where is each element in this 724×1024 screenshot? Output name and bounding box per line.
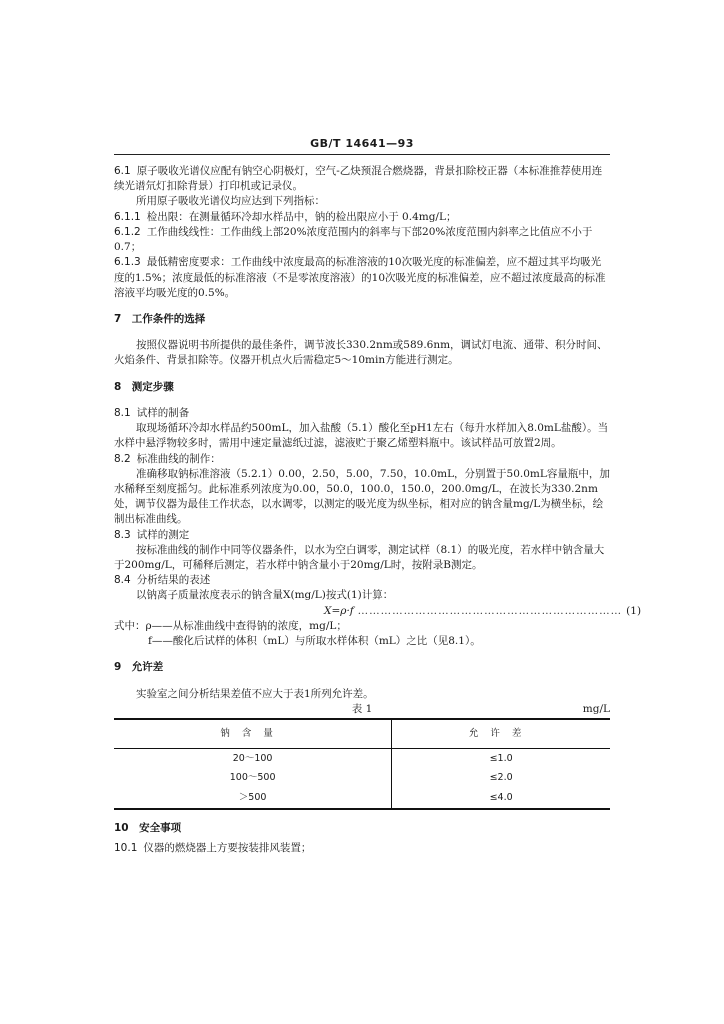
clause-6-1-1 xyxy=(114,210,610,225)
table-row xyxy=(114,788,610,809)
table-row xyxy=(114,768,610,788)
where-prefix: 式中： xyxy=(114,619,146,632)
clause-number: 8.1 xyxy=(114,406,131,419)
clause-number: 10.1 xyxy=(114,842,138,855)
table-unit: mg/L xyxy=(582,702,610,715)
clause-6-1 xyxy=(114,164,610,194)
table-1-caption-row xyxy=(114,702,610,718)
clause-number: 8.3 xyxy=(114,528,131,541)
clause-6-1-2 xyxy=(114,225,610,255)
clause-number: 6.1.3 xyxy=(114,256,141,269)
clause-number: 6.1.2 xyxy=(114,225,141,238)
formula-leader-dots: …………………………………………………………… xyxy=(357,604,623,617)
header-rule xyxy=(114,154,610,155)
definition-text: ρ——从标准曲线中查得钠的浓度，mg/L； xyxy=(145,619,347,632)
clause-text: 仪器的燃烧器上方要按装排风装置； xyxy=(143,842,312,855)
section-8-heading: 8 测定步骤 xyxy=(114,380,174,393)
formula-1 xyxy=(114,604,642,619)
clause-number: 6.1.1 xyxy=(114,210,141,223)
table-cell: ≤2.0 xyxy=(489,772,513,784)
section-7-heading: 7 工作条件的选择 xyxy=(114,312,206,325)
column-header-allowable-difference: 允许差 xyxy=(468,727,534,739)
clause-10-1 xyxy=(114,841,610,856)
table-cell: ≤1.0 xyxy=(489,752,513,764)
clause-6-1-intro: 所用原子吸收光谱仪均应达到下列指标： xyxy=(136,195,325,208)
clause-8-4-heading xyxy=(114,573,610,588)
clause-6-1-3 xyxy=(114,255,610,301)
section-9-text: 实验室之间分析结果差值不应大于表1所列允许差。 xyxy=(136,687,374,700)
column-header-sodium-content: 钠含量 xyxy=(114,719,392,748)
document-body xyxy=(114,164,642,856)
table-1 xyxy=(114,718,610,810)
clause-8-2-heading xyxy=(114,452,610,467)
clause-8-1-heading xyxy=(114,406,610,421)
clause-text: 检出限：在测量循环冷却水样品中，钠的检出限应小于 0.4mg/L； xyxy=(146,210,457,223)
standard-code-header: GB/T 14641—93 xyxy=(310,137,414,150)
table-cell: 20～100 xyxy=(114,748,392,768)
table-header-row xyxy=(114,719,610,748)
section-9-heading: 9 允许差 xyxy=(114,661,164,674)
section-10-heading: 10 安全事项 xyxy=(114,821,182,834)
table-cell: ≤4.0 xyxy=(489,792,513,804)
clause-text: 原子吸收光谱仪应配有钠空心阴极灯，空气-乙炔预混合燃烧器，背景扣除校正器（本标准推荐使用连续光谱氘灯扣除背景）打印机或记录仪。 xyxy=(114,165,603,193)
clause-8-2-text: 准确移取钠标准溶液（5.2.1）0.00，2.50，5.00，7.50，10.0mL，分别置于50.0mL容量瓶中，加水稀释至刻度摇匀。此标准系列浓度为0.00，50.0，100.0，150.0，200.0mg/L，在波长为330.2nm处，调节仪器为最佳工作状态，以水调零，以测定的吸光度为纵坐标，相对应的钠含量mg/L为横坐标，绘制出标准曲线。 xyxy=(114,467,610,526)
formula-definition-rho xyxy=(114,619,610,634)
formula-expression: X=ρ·f xyxy=(324,604,354,617)
table-caption: 表 1 xyxy=(351,702,373,715)
clause-number: 6.1 xyxy=(114,165,131,177)
clause-text: 工作曲线线性：工作曲线上部20%浓度范围内的斜率与下部20%浓度范围内斜率之比值应不小于0.7； xyxy=(114,225,593,254)
section-7-text: 按照仪器说明书所提供的最佳条件，调节波长330.2nm或589.6nm，调试灯电流、通带、积分时间、火焰条件、背景扣除等。仪器开机点火后需稳定5～10min方能进行测定。 xyxy=(114,339,608,367)
clause-number: 8.4 xyxy=(114,574,131,587)
table-row xyxy=(114,748,610,768)
clause-8-3-text: 按标准曲线的制作中同等仪器条件，以水为空白调零，测定试样（8.1）的吸光度，若水样中钠含量大于200mg/L，可稀释后测定，若水样中钠含量小于20mg/L时，按附录B测定。 xyxy=(114,543,605,572)
formula-number: (1) xyxy=(626,604,642,617)
table-cell: ＞500 xyxy=(114,788,392,809)
clause-8-1-text: 取现场循环冷却水样品约500mL，加入盐酸（5.1）酸化至pH1左右（每升水样加入8.0mL盐酸）。当水样中悬浮物较多时，需用中速定量滤纸过滤，滤液贮于聚乙烯塑料瓶中。该试样品可放置2周。 xyxy=(114,422,609,450)
clause-title: 分析结果的表述 xyxy=(136,574,211,587)
formula-definition-f: f——酸化后试样的体积（mL）与所取水样体积（mL）之比（见8.1）。 xyxy=(148,635,481,648)
clause-text: 最低精密度要求：工作曲线中浓度最高的标准溶液的10次吸光度的标准偏差，应不超过其平均吸光度的1.5%；浓度最低的标准溶液（不是零浓度溶液）的10次吸光度的标准偏差，应不超过浓度最高的标准溶液平均吸光度的0.5%。 xyxy=(114,256,606,299)
clause-title: 标准曲线的制作： xyxy=(136,452,221,465)
clause-8-4-text: 以钠离子质量浓度表示的钠含量X(mg/L)按式(1)计算： xyxy=(136,589,394,602)
clause-title: 试样的制备 xyxy=(136,406,190,419)
clause-title: 试样的测定 xyxy=(136,528,190,541)
table-cell: 100～500 xyxy=(114,768,392,788)
clause-number: 8.2 xyxy=(114,452,131,465)
clause-8-3-heading xyxy=(114,528,610,543)
